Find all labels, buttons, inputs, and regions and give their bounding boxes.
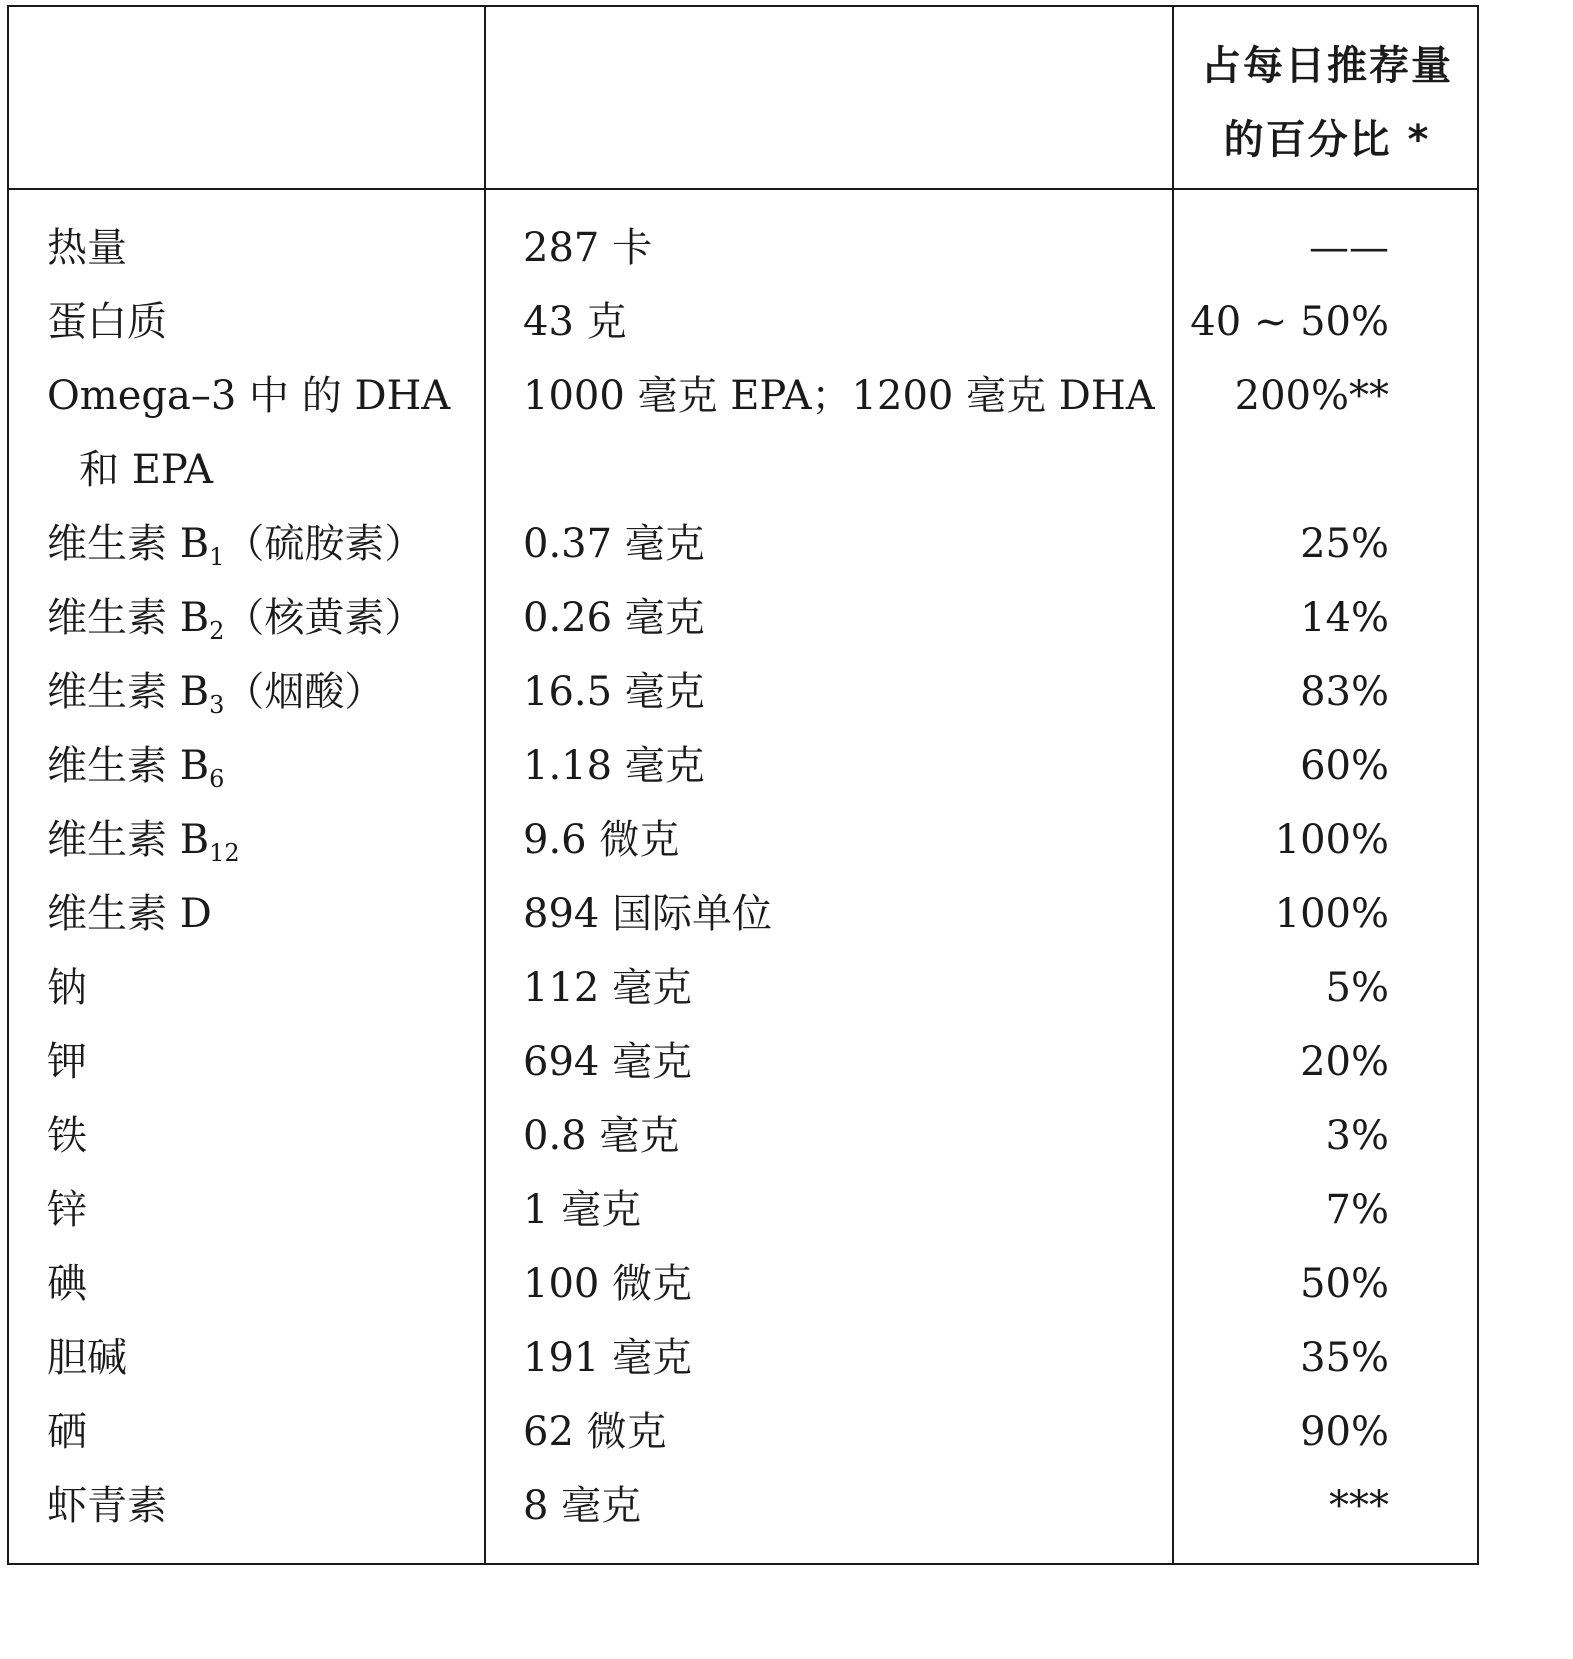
- header-daily-value: [1175, 29, 1479, 177]
- nutrient-name: [47, 581, 424, 655]
- nutrient-name: [47, 729, 224, 803]
- nutrient-amount: 8 毫克: [523, 1483, 642, 1529]
- nutrient-amount: 112 毫克: [523, 965, 693, 1011]
- nutrient-amount: 16.5 毫克: [523, 669, 705, 715]
- nutrition-table: [7, 5, 1479, 1565]
- nutrient-name: 热量: [47, 225, 127, 271]
- nutrient-amount: 0.37 毫克: [523, 521, 705, 567]
- nutrient-percent: ***: [1329, 1483, 1389, 1529]
- nutrient-name-suffix: （核黄素）: [224, 595, 425, 641]
- nutrient-name: 维生素 D: [47, 891, 212, 937]
- nutrient-name-base: 维生素 B: [47, 743, 210, 789]
- nutrient-amount: 287 卡: [523, 225, 653, 271]
- nutrient-amount: 9.6 微克: [523, 817, 680, 863]
- header-daily-value-line1: 占每日推荐量: [1201, 43, 1453, 89]
- nutrient-subscript: 6: [209, 765, 225, 793]
- nutrient-name: 锌: [47, 1187, 87, 1233]
- nutrient-name-suffix: （硫胺素）: [224, 521, 425, 567]
- header-daily-value-line2: 的百分比 *: [1223, 117, 1431, 163]
- nutrient-amount: 694 毫克: [523, 1039, 693, 1085]
- nutrient-percent: 35%: [1300, 1335, 1389, 1381]
- nutrient-percent: 83%: [1300, 669, 1389, 715]
- nutrient-amount: 0.26 毫克: [523, 595, 705, 641]
- nutrient-percent: 3%: [1325, 1113, 1389, 1159]
- nutrient-name: 铁: [47, 1113, 87, 1159]
- nutrient-name: 蛋白质: [47, 299, 167, 345]
- nutrient-amount: 191 毫克: [523, 1335, 693, 1381]
- nutrient-amount: 1.18 毫克: [523, 743, 705, 789]
- nutrient-percent: ——: [1309, 225, 1389, 271]
- nutrient-percent: 100%: [1274, 891, 1389, 937]
- nutrient-name-base: 维生素 B: [47, 521, 210, 567]
- nutrient-name-base: 维生素 B: [47, 595, 210, 641]
- nutrient-percent: 100%: [1274, 817, 1389, 863]
- nutrient-amount: 62 微克: [523, 1409, 667, 1455]
- nutrient-percent: 60%: [1300, 743, 1389, 789]
- nutrient-subscript: 12: [209, 839, 240, 867]
- nutrient-name: [47, 803, 240, 877]
- nutrient-subscript: 1: [209, 543, 225, 571]
- nutrient-percent: 7%: [1325, 1187, 1389, 1233]
- nutrient-name: 虾青素: [47, 1483, 167, 1529]
- nutrient-name-base: 维生素 B: [47, 669, 210, 715]
- nutrient-percent: 40 ~ 50%: [1190, 299, 1389, 345]
- nutrient-amount: 43 克: [523, 299, 627, 345]
- header-divider: [9, 188, 1477, 190]
- nutrient-name: 钾: [47, 1039, 87, 1085]
- nutrient-name: 碘: [47, 1261, 87, 1307]
- column-divider: [484, 7, 486, 1563]
- nutrient-percent: 5%: [1325, 965, 1389, 1011]
- nutrient-name: 钠: [47, 965, 87, 1011]
- nutrient-percent: 90%: [1300, 1409, 1389, 1455]
- column-divider: [1172, 7, 1174, 1563]
- nutrient-name: 硒: [47, 1409, 87, 1455]
- nutrient-percent: 14%: [1300, 595, 1389, 641]
- nutrient-percent: 200%**: [1234, 373, 1389, 419]
- nutrient-name-continued: 和 EPA: [79, 447, 214, 493]
- nutrient-name: [47, 655, 384, 729]
- nutrient-name-suffix: （烟酸）: [224, 669, 385, 715]
- nutrient-name: [47, 507, 424, 581]
- nutrient-name-base: 维生素 B: [47, 817, 210, 863]
- nutrient-amount: 100 微克: [523, 1261, 693, 1307]
- nutrient-name: 胆碱: [47, 1335, 127, 1381]
- nutrient-percent: 25%: [1300, 521, 1389, 567]
- nutrient-name: Omega–3 中 的 DHA: [47, 373, 451, 419]
- nutrient-amount: 0.8 毫克: [523, 1113, 680, 1159]
- nutrient-subscript: 3: [209, 691, 225, 719]
- nutrient-amount: 1 毫克: [523, 1187, 642, 1233]
- nutrient-percent: 20%: [1300, 1039, 1389, 1085]
- nutrient-subscript: 2: [209, 617, 225, 645]
- nutrient-amount: 894 国际单位: [523, 891, 773, 937]
- nutrient-percent: 50%: [1300, 1261, 1389, 1307]
- nutrient-amount: 1000 毫克 EPA；1200 毫克 DHA: [523, 373, 1155, 419]
